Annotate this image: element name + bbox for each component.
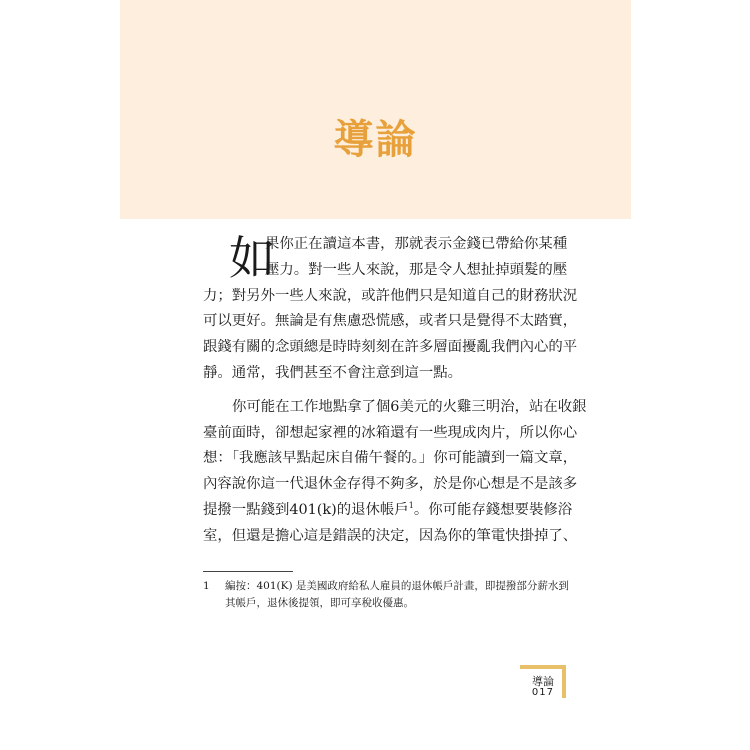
page-folio xyxy=(520,665,560,698)
folio-accent-bar xyxy=(562,665,566,698)
text-line: 跟錢有關的念頭總是時時刻刻在許多層面擾亂我們內心的平 xyxy=(203,339,578,356)
text-line: 力；對另外一些人來說，或許他們只是知道自己的財務狀況 xyxy=(203,287,578,304)
text-line: 室，但還是擔心這是錯誤的決定，因為你的筆電快掛掉了、 xyxy=(203,527,578,544)
text-line: 可以更好。無論是有焦慮恐慌感，或者只是覺得不太踏實， xyxy=(203,313,578,330)
text-line: 靜。通常，我們甚至不會注意到這一點。 xyxy=(203,364,463,381)
body-text xyxy=(203,231,587,550)
folio-accent-bar xyxy=(520,665,566,669)
text-segment: 提撥一點錢到401(k)的退休帳戶 xyxy=(203,501,409,518)
footnote-text: 編按：401(K) 是美國政府給私人雇員的退休帳戶計畫，即提撥部分薪水到其帳戶，退休後提領，即可享稅收優惠。 xyxy=(225,580,569,609)
drop-cap: 如 xyxy=(229,231,275,285)
footnote-divider xyxy=(203,571,293,572)
text-line: 果你正在讀這本書，那就表示金錢已帶給你某種 xyxy=(265,236,568,252)
chapter-header-block xyxy=(120,0,631,219)
footnote-reference[interactable]: 1 xyxy=(408,501,414,511)
running-title: 導論 xyxy=(532,675,554,688)
text-line: 想：「我應該早點起床自備午餐的。」你可能讀到一篇文章， xyxy=(203,450,578,467)
text-segment: 。你可能存錢想要裝修浴 xyxy=(413,501,573,518)
paragraph-2 xyxy=(203,395,587,550)
chapter-title: 導論 xyxy=(333,117,418,163)
page-number: 017 xyxy=(531,687,554,698)
text-line: 內容說你這一代退休金存得不夠多，於是你心想是不是該多 xyxy=(203,476,578,493)
text-line xyxy=(203,498,571,524)
text-line: 你可能在工作地點拿了個6美元的火雞三明治，站在收銀 xyxy=(232,398,587,415)
text-line: 臺前面時，卻想起家裡的冰箱還有一些現成肉片，所以你心 xyxy=(203,424,578,441)
footnote xyxy=(203,578,573,612)
footnote-number: 1 xyxy=(203,580,210,592)
text-line: 壓力。對一些人來說，那是令人想扯掉頭髮的壓 xyxy=(265,261,568,278)
paragraph-1 xyxy=(203,231,578,387)
